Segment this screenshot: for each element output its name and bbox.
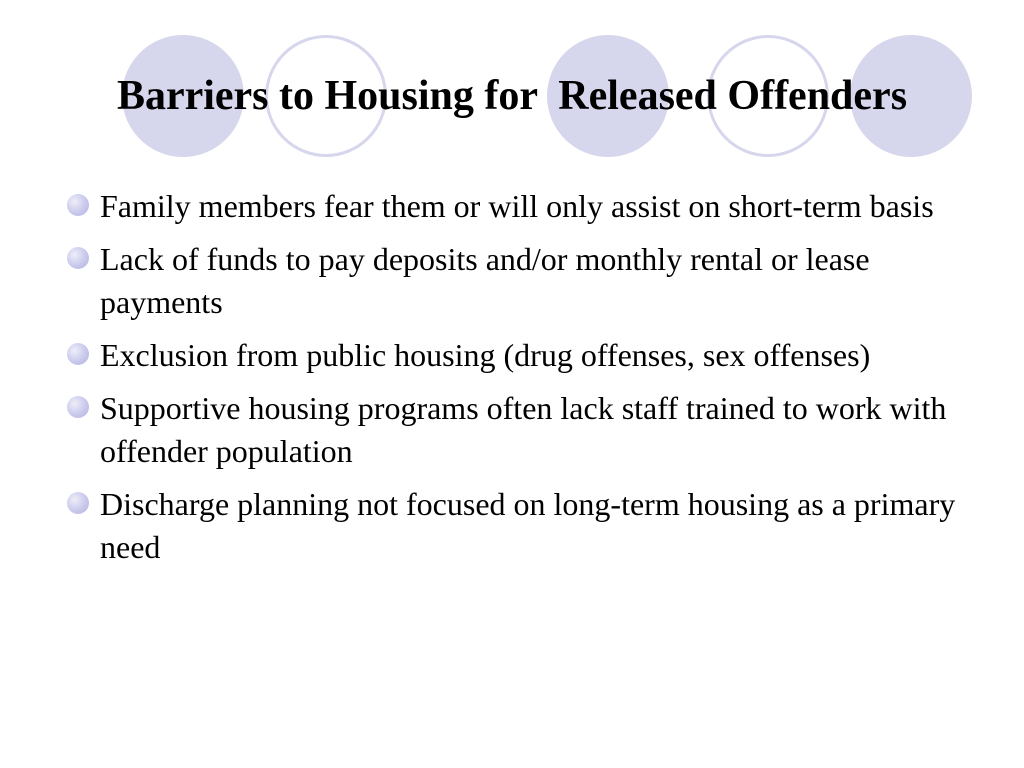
- bullet-text: Exclusion from public housing (drug offenses, sex offenses): [100, 337, 871, 373]
- bullet-item: [64, 483, 964, 569]
- bullet-text: Lack of funds to pay deposits and/or monthly rental or lease payments: [100, 241, 870, 320]
- bullet-item: [64, 387, 964, 473]
- bullet-text: Family members fear them or will only assist on short-term basis: [100, 188, 934, 224]
- bullet-list: [64, 185, 964, 579]
- bullet-text: Discharge planning not focused on long-term housing as a primary need: [100, 486, 956, 565]
- circle-bullet-icon: [67, 343, 89, 365]
- bullet-item: [64, 185, 964, 228]
- circle-bullet-icon: [67, 247, 89, 269]
- bullet-item: [64, 238, 964, 324]
- bullet-text: Supportive housing programs often lack staff trained to work with offender population: [100, 390, 947, 469]
- circle-bullet-icon: [67, 194, 89, 216]
- slide-title: Barriers to Housing for Released Offenders: [116, 73, 908, 119]
- circle-bullet-icon: [67, 492, 89, 514]
- circle-bullet-icon: [67, 396, 89, 418]
- bullet-item: [64, 334, 964, 377]
